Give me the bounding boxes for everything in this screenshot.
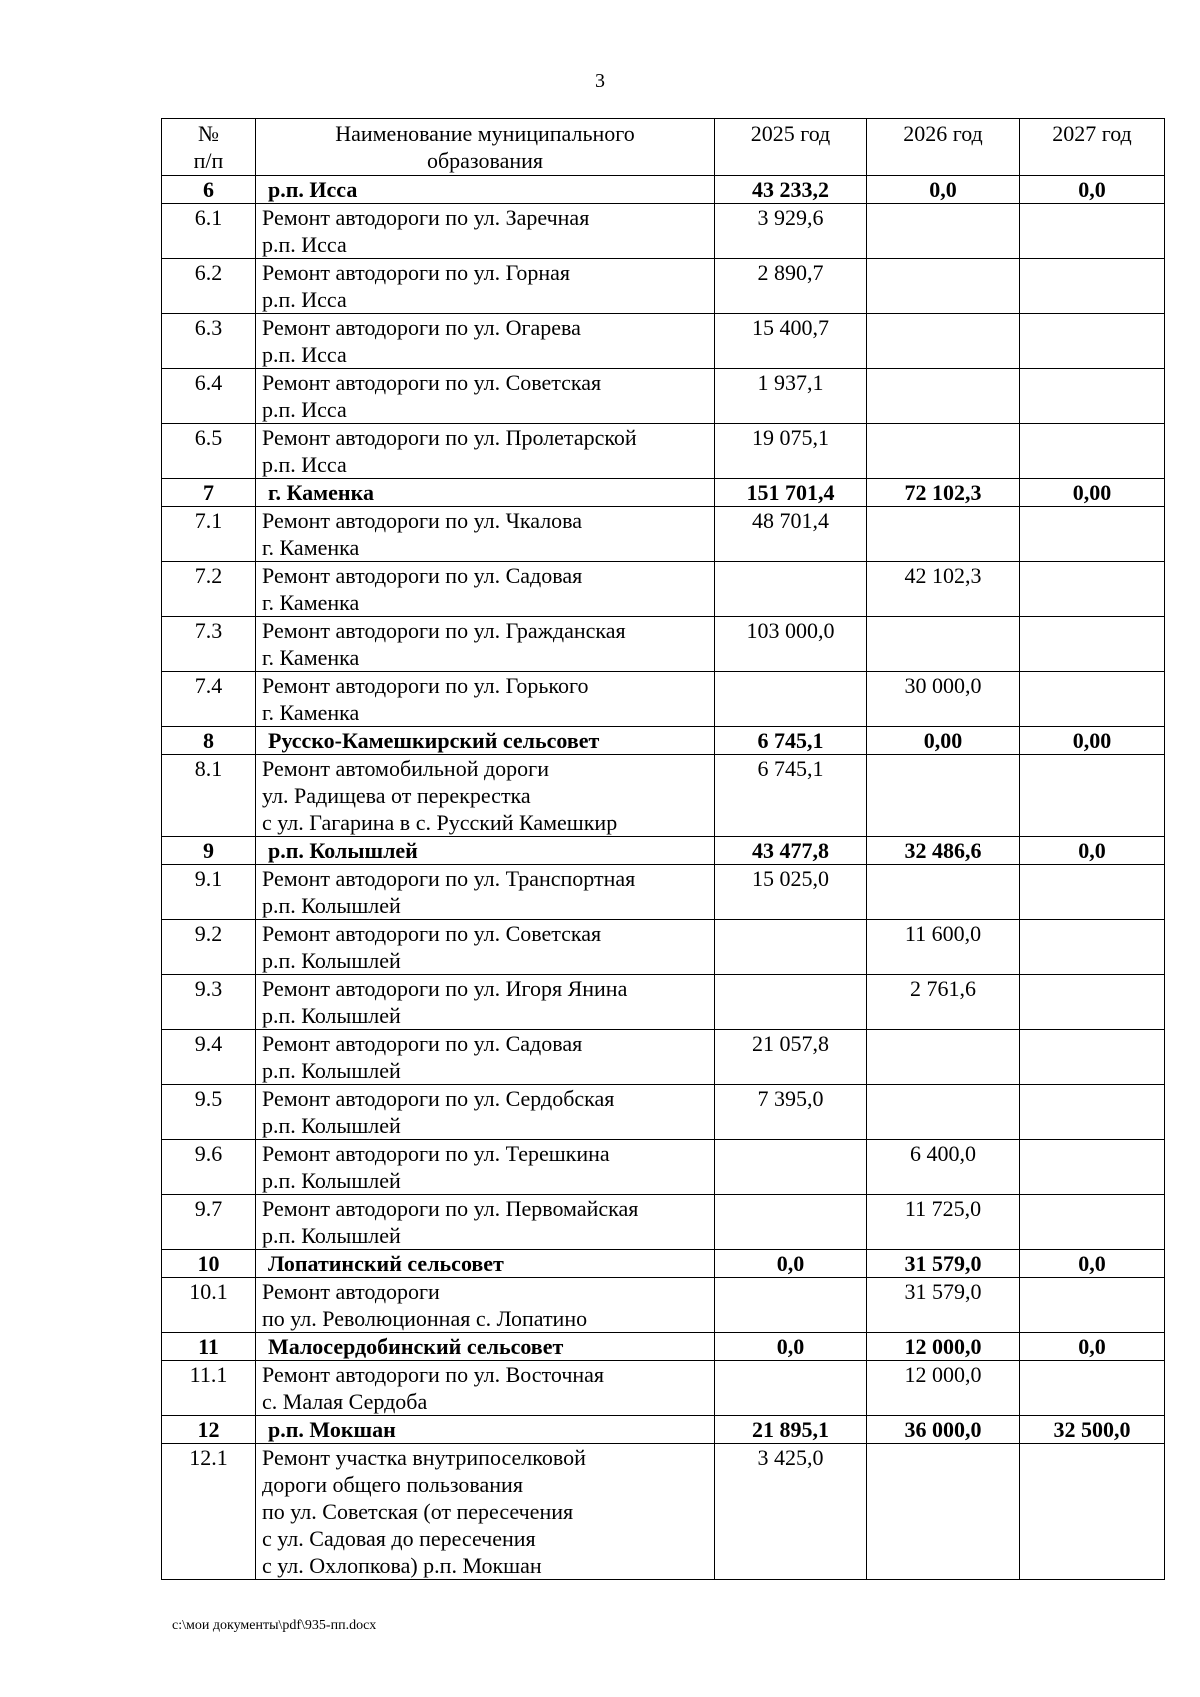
value-2027: 0,0 [1020,1250,1165,1278]
value-2025 [715,920,867,975]
value-2026: 30 000,0 [867,672,1020,727]
row-name-line: г. Каменка [262,645,360,670]
row-name-line: г. Каменка [262,535,360,560]
row-number: 8 [162,727,256,755]
value-2027 [1020,1085,1165,1140]
row-name [256,314,715,369]
table-header [162,119,1165,176]
row-number: 6.2 [162,259,256,314]
row-number: 7.3 [162,617,256,672]
table-row [162,1085,1165,1140]
value-2025: 1 937,1 [715,369,867,424]
value-2026: 32 486,6 [867,837,1020,865]
value-2025: 15 400,7 [715,314,867,369]
row-number: 7.1 [162,507,256,562]
group-row [162,479,1165,507]
row-name-line: р.п. Колышлей [268,838,418,863]
row-number: 6.5 [162,424,256,479]
row-name [256,507,715,562]
value-2026 [867,1030,1020,1085]
row-number: 9.5 [162,1085,256,1140]
row-number: 11.1 [162,1361,256,1416]
header-2025: 2025 год [715,119,867,176]
group-row [162,1333,1165,1361]
value-2026: 42 102,3 [867,562,1020,617]
value-2027 [1020,617,1165,672]
value-2026: 12 000,0 [867,1333,1020,1361]
row-name-line: р.п. Исса [268,177,358,202]
value-2027 [1020,507,1165,562]
row-name [256,369,715,424]
value-2027 [1020,755,1165,837]
row-number: 8.1 [162,755,256,837]
row-name-line: р.п. Исса [262,452,347,477]
row-name [256,562,715,617]
row-name-line: Ремонт автодороги по ул. Садовая [262,1031,583,1056]
table-row [162,617,1165,672]
value-2026: 0,0 [867,176,1020,204]
row-number: 6.1 [162,204,256,259]
value-2025: 6 745,1 [715,755,867,837]
row-name-line: г. Каменка [262,590,360,615]
table-row [162,755,1165,837]
value-2026 [867,1444,1020,1580]
row-name-line: с. Малая Сердоба [262,1389,428,1414]
row-name [256,617,715,672]
value-2026 [867,369,1020,424]
value-2025 [715,1361,867,1416]
row-name-line: р.п. Колышлей [262,1223,401,1248]
row-name-line: Ремонт участка внутрипоселковой [262,1445,586,1470]
table-row [162,204,1165,259]
row-name [256,479,715,507]
value-2027 [1020,975,1165,1030]
value-2025: 3 929,6 [715,204,867,259]
row-name [256,920,715,975]
row-number: 7.2 [162,562,256,617]
page-number: 3 [595,70,605,92]
row-name-line: Ремонт автодороги по ул. Пролетарской [262,425,637,450]
row-number: 12 [162,1416,256,1444]
row-name-line: Лопатинский сельсовет [268,1251,504,1276]
value-2027 [1020,562,1165,617]
row-name-line: р.п. Мокшан [268,1417,396,1442]
row-number: 9.1 [162,865,256,920]
value-2027 [1020,865,1165,920]
row-name-line: р.п. Исса [262,232,347,257]
row-name [256,1416,715,1444]
value-2025: 6 745,1 [715,727,867,755]
value-2026: 11 600,0 [867,920,1020,975]
header-2027: 2027 год [1020,119,1165,176]
value-2025: 21 895,1 [715,1416,867,1444]
value-2026 [867,507,1020,562]
row-name-line: Ремонт автодороги по ул. Восточная [262,1362,605,1387]
value-2026 [867,755,1020,837]
table-row [162,314,1165,369]
row-name-line: Ремонт автодороги по ул. Сердобская [262,1086,615,1111]
value-2027 [1020,1030,1165,1085]
row-name-line: р.п. Колышлей [262,948,401,973]
table-row [162,507,1165,562]
value-2025 [715,562,867,617]
row-name-line: г. Каменка [268,480,374,505]
value-2025: 21 057,8 [715,1030,867,1085]
table-row [162,259,1165,314]
row-name-line: р.п. Исса [262,397,347,422]
row-name-line: Ремонт автодороги по ул. Огарева [262,315,581,340]
row-name [256,727,715,755]
row-name [256,424,715,479]
value-2025: 43 477,8 [715,837,867,865]
row-name [256,975,715,1030]
value-2027: 0,0 [1020,176,1165,204]
value-2026 [867,617,1020,672]
value-2027: 0,00 [1020,727,1165,755]
row-name-line: Ремонт автодороги по ул. Терешкина [262,1141,610,1166]
value-2027 [1020,1140,1165,1195]
row-name [256,1250,715,1278]
row-number: 9.2 [162,920,256,975]
row-name-line: дороги общего пользования [262,1472,523,1497]
row-number: 7 [162,479,256,507]
value-2027 [1020,672,1165,727]
row-name-line: Русско-Камешкирский сельсовет [268,728,600,753]
value-2026 [867,259,1020,314]
budget-table [161,118,1165,1580]
value-2025 [715,1278,867,1333]
row-name [256,204,715,259]
row-name-line: р.п. Исса [262,342,347,367]
table-row [162,369,1165,424]
value-2027: 0,00 [1020,479,1165,507]
value-2026 [867,204,1020,259]
row-name-line: р.п. Колышлей [262,1003,401,1028]
table-row [162,672,1165,727]
value-2026: 11 725,0 [867,1195,1020,1250]
value-2026 [867,424,1020,479]
value-2026: 0,00 [867,727,1020,755]
table-row [162,1444,1165,1580]
row-name [256,837,715,865]
value-2027 [1020,1195,1165,1250]
row-name [256,1140,715,1195]
value-2026 [867,1085,1020,1140]
row-name-line: Ремонт автодороги по ул. Заречная [262,205,590,230]
row-name [256,1195,715,1250]
row-name [256,1333,715,1361]
value-2027: 0,0 [1020,1333,1165,1361]
table-row [162,975,1165,1030]
value-2026 [867,865,1020,920]
row-name [256,755,715,837]
group-row [162,727,1165,755]
value-2026: 31 579,0 [867,1278,1020,1333]
value-2025 [715,672,867,727]
row-name-line: р.п. Колышлей [262,1058,401,1083]
row-name [256,176,715,204]
table-row [162,865,1165,920]
table-row [162,1195,1165,1250]
row-name-line: Ремонт автомобильной дороги [262,756,549,781]
value-2027 [1020,259,1165,314]
row-name-line: Ремонт автодороги по ул. Горького [262,673,589,698]
table-row [162,920,1165,975]
group-row [162,1250,1165,1278]
table-row [162,562,1165,617]
row-name-line: р.п. Исса [262,287,347,312]
value-2027 [1020,1278,1165,1333]
row-number: 7.4 [162,672,256,727]
row-number: 10.1 [162,1278,256,1333]
value-2026: 2 761,6 [867,975,1020,1030]
row-number: 9.6 [162,1140,256,1195]
row-number: 6.3 [162,314,256,369]
value-2026: 36 000,0 [867,1416,1020,1444]
value-2025: 151 701,4 [715,479,867,507]
value-2027 [1020,314,1165,369]
value-2027: 0,0 [1020,837,1165,865]
row-name-line: Ремонт автодороги по ул. Чкалова [262,508,583,533]
row-name-line: р.п. Колышлей [262,1168,401,1193]
group-row [162,176,1165,204]
row-name [256,259,715,314]
row-name-line: Ремонт автодороги по ул. Советская [262,370,602,395]
row-number: 9.7 [162,1195,256,1250]
value-2026: 6 400,0 [867,1140,1020,1195]
value-2026: 31 579,0 [867,1250,1020,1278]
table-row [162,1361,1165,1416]
value-2027 [1020,920,1165,975]
row-name-line: р.п. Колышлей [262,1113,401,1138]
footer-file-path: c:\мои документы\pdf\935-пп.docx [172,1618,377,1633]
value-2027 [1020,1361,1165,1416]
row-name-line: Ремонт автодороги по ул. Садовая [262,563,583,588]
value-2025 [715,975,867,1030]
header-row [162,119,1165,176]
value-2025: 0,0 [715,1250,867,1278]
table-body [162,176,1165,1580]
row-name-line: с ул. Охлопкова) р.п. Мокшан [262,1553,542,1578]
row-name-line: Ремонт автодороги по ул. Горная [262,260,571,285]
value-2026: 12 000,0 [867,1361,1020,1416]
row-number: 9.3 [162,975,256,1030]
value-2027 [1020,369,1165,424]
value-2026: 72 102,3 [867,479,1020,507]
value-2025: 19 075,1 [715,424,867,479]
value-2025: 7 395,0 [715,1085,867,1140]
row-name [256,1085,715,1140]
row-number: 12.1 [162,1444,256,1580]
row-name-line: по ул. Революционная с. Лопатино [262,1306,588,1331]
row-name [256,865,715,920]
row-name [256,1444,715,1580]
row-number: 6.4 [162,369,256,424]
row-name-line: по ул. Советская (от пересечения [262,1499,574,1524]
value-2025: 3 425,0 [715,1444,867,1580]
row-name [256,1030,715,1085]
table-row [162,424,1165,479]
row-name [256,1278,715,1333]
row-number: 9 [162,837,256,865]
value-2025: 0,0 [715,1333,867,1361]
row-number: 11 [162,1333,256,1361]
row-name [256,1361,715,1416]
row-name-line: Ремонт автодороги по ул. Первомайская [262,1196,639,1221]
value-2025 [715,1195,867,1250]
table-row [162,1140,1165,1195]
row-name-line: с ул. Гагарина в с. Русский Камешкир [262,810,618,835]
value-2025: 103 000,0 [715,617,867,672]
header-name: Наименование муниципального образования [256,119,715,176]
row-number: 10 [162,1250,256,1278]
header-num: № п/п [162,119,256,176]
table-row [162,1278,1165,1333]
row-name-line: с ул. Садовая до пересечения [262,1526,536,1551]
group-row [162,837,1165,865]
row-name-line: Ремонт автодороги по ул. Транспортная [262,866,636,891]
row-name-line: г. Каменка [262,700,360,725]
value-2025: 48 701,4 [715,507,867,562]
value-2027 [1020,424,1165,479]
value-2027 [1020,1444,1165,1580]
value-2025: 2 890,7 [715,259,867,314]
row-name-line: Ремонт автодороги [262,1279,440,1304]
value-2027 [1020,204,1165,259]
row-name-line: Ремонт автодороги по ул. Гражданская [262,618,626,643]
row-name-line: Ремонт автодороги по ул. Советская [262,921,602,946]
group-row [162,1416,1165,1444]
table-row [162,1030,1165,1085]
header-2026: 2026 год [867,119,1020,176]
value-2025: 15 025,0 [715,865,867,920]
row-name-line: р.п. Колышлей [262,893,401,918]
row-name [256,672,715,727]
value-2027: 32 500,0 [1020,1416,1165,1444]
row-name-line: Ремонт автодороги по ул. Игоря Янина [262,976,628,1001]
row-name-line: Малосердобинский сельсовет [268,1334,564,1359]
value-2025 [715,1140,867,1195]
row-number: 9.4 [162,1030,256,1085]
row-number: 6 [162,176,256,204]
value-2026 [867,314,1020,369]
value-2025: 43 233,2 [715,176,867,204]
row-name-line: ул. Радищева от перекрестка [262,783,531,808]
